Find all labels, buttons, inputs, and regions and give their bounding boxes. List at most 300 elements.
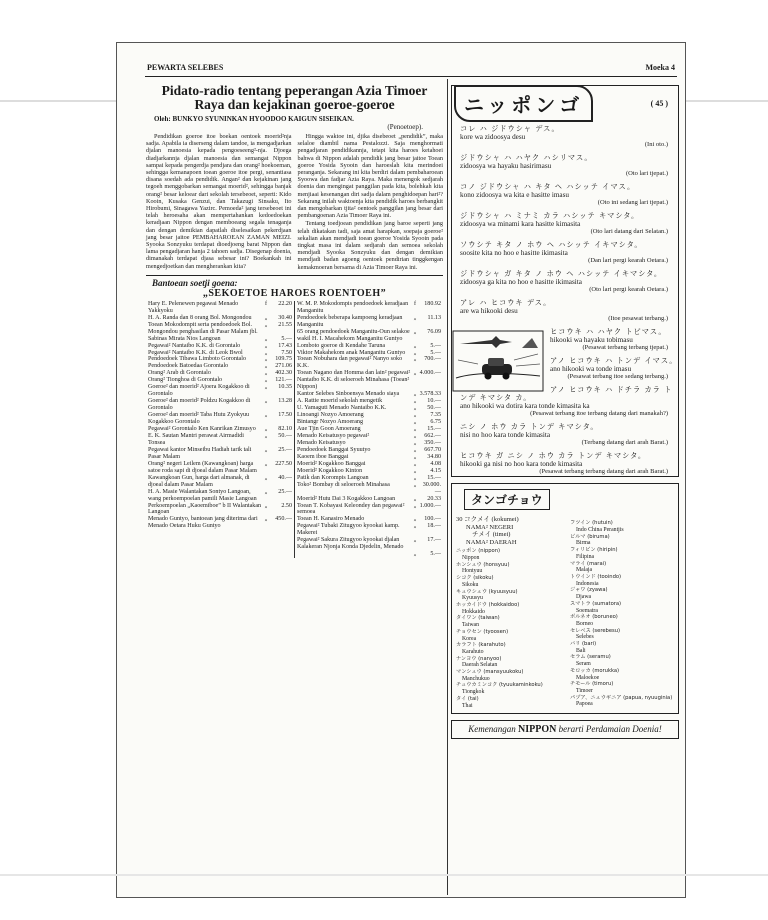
currency-mark: „: [264, 377, 268, 384]
donation-row: [148, 489, 292, 503]
donation-amount: 17.50: [278, 412, 292, 419]
romaji-line: zidoosya ga kita no hoo e hasitte ikimasita: [460, 278, 582, 286]
page-number: Moeka 4: [645, 63, 675, 72]
donor-name: Pendoedoek Batoedaa Gorontalo: [148, 363, 229, 370]
donation-amount: 30.40: [278, 314, 292, 321]
donor-name: Pendoedoek Banggai Syuutyo: [297, 446, 371, 453]
donation-row: [297, 523, 441, 537]
paper-name: PEWARTA SELEBES: [147, 63, 224, 72]
left-column: [146, 81, 443, 558]
translation-line: (Dan lari pergi kearah Oetara.): [588, 257, 668, 264]
currency-mark: „: [413, 502, 417, 509]
currency-mark: „: [264, 432, 268, 439]
vocab-katakana: チモール (timoru): [570, 681, 614, 688]
currency-mark: „: [264, 314, 268, 321]
vocab-name: Tiongkok: [462, 689, 485, 696]
donation-row: [148, 343, 292, 350]
donation-row: [297, 405, 441, 412]
slogan-part-1: Kemenangan: [468, 724, 516, 735]
donations-heading: Bantoean soetji goena:: [152, 277, 238, 288]
donation-row: [297, 301, 441, 315]
romaji-line: hikooki wa hayaku tobimasu: [550, 336, 633, 344]
donation-amount: 50.—: [278, 432, 292, 439]
currency-mark: „: [413, 516, 417, 523]
donor-name: Patik dan Korompis Langoan: [297, 474, 369, 481]
vocab-name: Papoea: [576, 701, 593, 708]
vocab-name: Kyuusyu: [462, 595, 483, 602]
donation-amount: 3.578.33: [419, 391, 441, 398]
donation-amount: 4.08: [430, 460, 441, 467]
vocab-name: Sikoku: [462, 581, 479, 588]
vocab-name: Indonesia: [576, 580, 599, 587]
vocab-name: Birma: [576, 540, 591, 547]
donation-amount: 662.—: [424, 432, 441, 439]
currency-mark: „: [413, 419, 417, 426]
lesson-sentence: [460, 241, 678, 265]
katakana-line: ジドウシャ ハ ミナミ カラ ハシッテ キマシタ。: [460, 211, 640, 220]
translation-line: (Pesawat terbang itoe terbang datang dari manakah?): [530, 410, 668, 417]
donation-amount: 402.30: [275, 370, 292, 377]
donation-amount: 82.10: [278, 426, 292, 433]
vocab-name: Nippon: [462, 555, 480, 562]
katakana-line: ヒコウキ ガ ニシ ノ ホウ カラ トンデ キマシタ。: [460, 451, 647, 460]
donation-row: [297, 356, 441, 370]
lesson-sentence: [460, 183, 678, 207]
donation-amount: 450.—: [275, 516, 292, 523]
paragraph: Pendidikan goeroe itoe boekan oentoek moerid²nja sadja. Apabila ia diserseng dalam tandoe, ia mengadjarkan djalan manoesia kepada pengoeseeng²-nja. Djoega diadjarkannja djalan manoesia dan semangat Nippon sampai kepada pengerdja pendjara dan orang² hoekoeman, sehingga kemanapoen toean goeroe itoe pergi, senantiasa disana soedah ada pendidik. Angan² dan kejakinan jang tegoeh menggobarkan semangat moerid², sehingga banjak orang² besar keloear dari sekolah tersebeoet, seperti: Kido Kooin, Kusaka Genzui, dan Takazugi Sinsaku, Ito Hirobumi, Sinagawa Yazirc. Pemoeda² jang tersebeoet ini telah heroesaha akan mempertahankan kedoedoekan keradjaan Nippon dengan memboeang segala tenaganja dan dengan demikian dapatlah diselesaikan pekerdjaan jang besar jaitoe PEMBAHAROEAN ZAMAN MEIZI. Syooka Sonzyuku terdapat dioedjoeng barat Nippon dan lama pengadjaran hanja 2 tahoen sadja. Disegenap doenia, dimanakah terdapat djasa sebesar ini? Boekankah ini mengedjoetkan dan mengherankan kita?: [146, 133, 292, 270]
donation-row: [148, 384, 292, 398]
donor-name: Sabinas Mirata Nios Langoan: [148, 335, 221, 342]
currency-mark: „: [413, 391, 417, 398]
donation-amount: 25.—: [278, 488, 292, 495]
donor-name: Pendoedoek Tibawa Limboto Gorontalo: [148, 356, 246, 363]
donor-name: Toean Nobuhara dan pegawai² Nanyo soko K.K.: [297, 356, 403, 370]
lesson-sentence: [460, 452, 678, 476]
currency-mark: „: [413, 439, 417, 446]
donation-amount: 100.—: [424, 516, 441, 523]
donation-amount: 700.—: [424, 356, 441, 363]
currency-mark: „: [413, 467, 417, 474]
currency-mark: „: [264, 516, 268, 523]
lesson-sentence: [460, 212, 678, 236]
currency-mark: „: [413, 412, 417, 419]
lesson-sentence: [460, 299, 678, 323]
car-airplane-illustration-icon: [452, 330, 544, 392]
vocab-katakana: シコク (sikoku): [456, 575, 494, 582]
donor-name: Kawangkoan Gun, harga dari almanak, di djoeal dalam Pasar Malam: [148, 474, 250, 488]
article-title: Pidato-radio tentang peperangan Azia Timoer Raya dan kejakinan goeroe-goeroe: [161, 83, 428, 112]
vocab-katakana: モロッカ (morukka): [570, 667, 620, 674]
vocab-heading-1a: 30 コクメイ (kokumei): [456, 516, 519, 523]
vocab-content: [456, 516, 674, 709]
romaji-line: hikooki ga nisi no hoo kara tonde kimasita: [460, 460, 583, 468]
lesson-lines: [452, 125, 678, 323]
donation-row: [297, 343, 441, 350]
donation-row: [148, 433, 292, 447]
donation-row: [297, 454, 441, 461]
katakana-line: アレ ハ ヒコウキ デス。: [460, 298, 552, 307]
translation-line: (Oto lari pergi kearah Oetara.): [589, 286, 668, 293]
lesson-sentence: [460, 154, 678, 178]
translation-line: (Oto lari tjepat.): [625, 170, 668, 177]
lesson-box: [451, 85, 679, 477]
currency-mark: „: [264, 446, 268, 453]
column-separator: [447, 79, 448, 895]
donation-amount: 1.000.—: [419, 502, 441, 509]
slogan-part-3: berarti Perdamaian Doenia!: [558, 724, 662, 735]
donor-name: Toean Mokodompit serta pendoedoek Bol. Mongondou penghasilan di Pasar Malam jbl.: [148, 321, 258, 335]
donation-row: [297, 426, 441, 433]
vocab-name: Selebes: [576, 634, 594, 641]
donor-name: Moerid² Kogakkoo Banggai: [297, 460, 366, 467]
donations-list: [146, 301, 443, 558]
vocab-katakana: ホンシュウ (honsyuu): [456, 561, 510, 568]
lesson-number: ( 45 ): [650, 98, 668, 108]
currency-mark: „: [413, 356, 417, 363]
donor-name: U. Yamaguti Menado Nantaibo K.K.: [297, 405, 387, 412]
translation-line: (Ini oto.): [644, 141, 668, 148]
vocab-list-right: [570, 520, 674, 709]
donation-amount: 4.15: [430, 467, 441, 474]
vocab-name: Borneo: [576, 620, 594, 627]
donation-row: [148, 516, 292, 530]
donor-name: Toko² Bombay di seloeroeh Minahasa: [297, 481, 390, 488]
vocab-katakana: タイ (tai): [456, 695, 479, 702]
donation-row: [148, 461, 292, 475]
vocab-katakana: フツイン (hutuin): [570, 520, 613, 527]
vocab-katakana: パプア、ニュウギニア (papua, nyuuginia): [570, 694, 673, 701]
vocab-name: Seram: [576, 661, 591, 668]
donor-name: Viktor Makahekom anak Manganitu Guntyo: [297, 349, 406, 356]
page-header: [147, 63, 675, 77]
vocab-katakana: トウインド (tooindo): [570, 574, 622, 580]
vocab-name: Timoer: [576, 687, 593, 694]
translation-line: (Oto ini sedang lari tjepat.): [597, 199, 668, 206]
donation-row: [148, 475, 292, 489]
donor-name: Goeroe² dan moerid² Taba Hutu Zyokyuu Kogakkoo Gorontalo: [148, 412, 250, 426]
currency-mark: „: [413, 370, 417, 377]
vocab-katakana: ナンヨウ (nanyoo): [456, 655, 502, 662]
currency-mark: „: [264, 384, 268, 391]
right-column: [451, 81, 679, 739]
donor-name: Pegawai² Nantaibo K.K. di Leok Bwol: [148, 349, 243, 356]
donor-name: Moerid² Hutu Dai 3 Kogakkoo Langoan: [297, 495, 396, 502]
donation-amount: 50.—: [427, 405, 441, 412]
lesson-sentence: [460, 270, 678, 294]
donor-name: 65 orang pendoedoek Manganitu-Oun selakoe wakil H. I. Macahekom Manganitu Guntyo: [297, 328, 410, 342]
vocab-name: Indo China Perantjis: [576, 527, 624, 534]
vocab-name: Daerah Selatan: [462, 662, 498, 669]
lesson-sentence: [460, 423, 678, 447]
donation-amount: 5.—: [430, 551, 441, 558]
article-col-2: [298, 133, 444, 272]
nippongo-logo: ニッポンゴ: [454, 85, 593, 122]
donation-amount: 2.50: [281, 502, 292, 509]
currency-mark: „: [413, 349, 417, 356]
donation-amount: 15.—: [427, 474, 441, 481]
donations-subheading: „SEKOETOE HAROES ROENTOEH”: [202, 287, 387, 299]
donation-row: [297, 503, 441, 517]
translation-line: (Pesawat terbang terbang datang dari arah Barat.): [539, 468, 668, 475]
donor-name: W. M. P. Mokodompis pendoedoek keradjaan Manganitu: [297, 300, 409, 314]
currency-mark: „: [264, 412, 268, 419]
katakana-line: アノ ヒコウキ ハ トンデ イマス。: [550, 356, 678, 365]
vocab-katakana: ビルマ (biruma): [570, 533, 610, 540]
donation-amount: 34.80: [427, 453, 441, 460]
paragraph: Tentang toedjoean pendidikan jang baroe seperti jang telah dikatakan tadi, saja amat harapkan, soepaja goeroe² sekalian akan mendjadi toean goeroe Yosida Syooin pada tingkat masa ini dalam sedjarah dan semoea sekolah mendjadi Syooka Sonzyuku dan dengan demikian mendjadi badan agoeng oentoek pendirian tinggkengan kemakmoeran bersama di Azia Timoer Raya ini.: [297, 220, 443, 271]
romaji-line: nisi no hoo kara tonde kimasita: [460, 431, 551, 439]
currency-mark: „: [413, 453, 417, 460]
article-col-1: [146, 133, 292, 272]
donation-row: [297, 370, 441, 391]
donation-row: [148, 426, 292, 433]
currency-mark: f: [264, 300, 268, 307]
currency-mark: „: [264, 426, 268, 433]
donor-name: Goeroe² dan moerid² Poldzu Kogakkoo di Gorontalo: [148, 398, 251, 412]
currency-mark: „: [413, 426, 417, 433]
translation-line: (Terbang datang dari arah Barat.): [581, 439, 668, 446]
currency-mark: „: [413, 523, 417, 530]
currency-mark: „: [264, 370, 268, 377]
donation-row: [297, 468, 441, 475]
vocab-katakana: チュウカミンコク (tyuukaminkoku): [456, 682, 543, 689]
vocab-name: Hokkaido: [462, 608, 485, 615]
donation-row: [148, 322, 292, 336]
vocab-katakana: スマトラ (sumatora): [570, 600, 622, 607]
donation-amount: 5.—: [281, 335, 292, 342]
slogan-part-2: NIPPON: [518, 724, 557, 736]
vocab-heading-2b: NAMA² DAERAH: [466, 538, 517, 546]
donor-name: Kaoem iboe Banggai: [297, 453, 349, 460]
donation-amount: 17.43: [278, 342, 292, 349]
romaji-line: kono zidoosya wa kita e hasitte imasu: [460, 191, 569, 199]
donation-amount: 15.—: [427, 426, 441, 433]
donation-amount: 5.—: [430, 349, 441, 356]
donation-row: [297, 496, 441, 503]
donation-amount: 10.—: [427, 398, 441, 405]
lesson-sentence: [460, 125, 678, 149]
donation-amount: 76.09: [427, 328, 441, 335]
vocabulary-box: [451, 483, 679, 714]
donor-name: Perkoempoelan „Kaoemiboe” b II Walantakan Langoan: [148, 502, 262, 516]
vocab-heading-2a: チメイ (timei): [472, 531, 511, 539]
currency-mark: „: [264, 321, 268, 328]
donation-amount: 10.35: [278, 384, 292, 391]
romaji-line: soosite kita no hoo e hasitte ikimasita: [460, 249, 568, 257]
donation-row: [148, 336, 292, 343]
donor-name: H. A. Randa dan 8 orang Bol. Mongondou: [148, 314, 252, 321]
currency-mark: f: [413, 300, 417, 307]
donation-amount: 227.50: [275, 460, 292, 467]
donation-row: [297, 482, 441, 496]
article-body: [146, 133, 443, 272]
donation-amount: 5.—: [430, 342, 441, 349]
donor-name: E. K. Sautan Mantri perawat Airmadidi Tonsea: [148, 432, 244, 446]
vocab-name: Soematra: [576, 607, 598, 614]
slogan-box: [451, 720, 679, 739]
katakana-line: ジドウシャ ハ ハヤク ハシリマス。: [460, 153, 593, 162]
section-rule: [146, 275, 443, 276]
donor-name: Pegawai² Nantaibo K.K. di Gorontalo: [148, 342, 241, 349]
currency-mark: „: [413, 537, 417, 544]
vocab-name: Filipina: [576, 553, 595, 560]
donation-row: [297, 391, 441, 398]
katakana-line: コノ ジドウシャ ハ キタ ヘ ハシッテ イマス。: [460, 182, 636, 191]
donations-col-1: [146, 301, 294, 558]
donor-name: Toean T. Kobayasi Keleondey dan pegawai² semoea: [297, 502, 405, 516]
vocab-katakana: ニッポン (nippon): [456, 548, 501, 555]
donation-amount: 4.000.—: [419, 370, 441, 377]
romaji-line: ano hikooki wa dotira kara tonde kimasita ka: [460, 402, 590, 410]
donation-amount: 21.55: [278, 321, 292, 328]
donation-row: [148, 315, 292, 322]
donor-name: Pegawai² Sakura Zitugyoo kyookai djalan Kalakeran Njonja Konda Djedelin, Menado: [297, 537, 404, 551]
donor-name: Menado Guntyo, bantoean jang diterima dari Menado Oetara Huku Guntyo: [148, 516, 258, 530]
donation-row: [297, 447, 441, 454]
donation-amount: 40.—: [278, 474, 292, 481]
currency-mark: „: [413, 432, 417, 439]
donation-amount: 7.35: [430, 412, 441, 419]
donation-row: [297, 433, 441, 440]
currency-mark: „: [413, 551, 417, 558]
vocab-katakana: ジャワ (zyawa): [570, 587, 608, 594]
donation-amount: 667.70: [424, 446, 441, 453]
currency-mark: „: [413, 342, 417, 349]
donor-name: Aue Tjin Goon Amoerang: [297, 426, 361, 433]
vocab-name: Karahuto: [462, 648, 484, 655]
donor-name: Bintangr Nozyo Amoerang: [297, 419, 364, 426]
katakana-line: アノ ヒコウキ ハ ドチラ カラ トンデ キマシタ カ。: [460, 385, 673, 402]
donation-amount: 30.000.—: [422, 481, 441, 495]
donor-name: Orang² Arab di Gorontalo: [148, 370, 211, 377]
romaji-line: zidoosya wa minami kara hasitte kimasita: [460, 220, 581, 228]
donor-name: Menado Keisatusyo pegawai²: [297, 432, 370, 439]
vocab-katakana: セレベス (serebesu): [570, 627, 621, 634]
romaji-line: are wa hikooki desu: [460, 307, 518, 315]
donation-amount: 18.—: [427, 523, 441, 530]
currency-mark: „: [413, 446, 417, 453]
tango-title: タンゴチョウ: [464, 489, 550, 510]
donor-name: Moerid² Kogakkoo Kinton: [297, 467, 363, 474]
vocab-name: Maloekoe: [576, 674, 600, 681]
header-rule: [145, 76, 677, 77]
vocab-name: Manchukuo: [462, 675, 490, 682]
donor-name: H. A. Masie Walantakan Sontyo Langoan, wang perkoempoelan pamili Masie Langoan: [148, 488, 257, 502]
vocab-katakana: フィリピン (hiripin): [570, 547, 618, 554]
vocab-katakana: マンシュウ (mansyuukoku): [456, 669, 524, 676]
donor-name: Pegawai² Gorontalo Ken Kanrikan Zimusyo: [148, 426, 256, 433]
currency-mark: „: [264, 342, 268, 349]
donor-name: Goeroe² dan moerid² Ajoera Kogakkoo di Gorontalo: [148, 384, 250, 398]
romaji-line: zidoosya wa hayaku hasirimasu: [460, 162, 552, 170]
donation-row: [148, 356, 292, 363]
donation-amount: 180.92: [424, 300, 441, 307]
currency-mark: „: [413, 495, 417, 502]
translation-line: (Oto lari datang dari Selatan.): [590, 228, 668, 235]
donor-name: Pegawai² Tubaki Zitugyoo kyookai kamp. Makerei: [297, 523, 400, 537]
donation-row: [297, 315, 441, 329]
katakana-line: ソウシテ キタ ノ ホウ ヘ ハシッテ イキマシタ。: [460, 240, 643, 249]
romaji-line: ano hikooki wa tonde imasu: [550, 365, 632, 373]
currency-mark: „: [264, 460, 268, 467]
donation-amount: 13.28: [278, 398, 292, 405]
donation-amount: 25.—: [278, 446, 292, 453]
currency-mark: „: [413, 314, 417, 321]
currency-mark: „: [264, 474, 268, 481]
donation-row: [148, 301, 292, 315]
donor-name: Lomboto goeroe di Kendahe Taruna: [297, 342, 386, 349]
donation-row: [297, 419, 441, 426]
currency-mark: „: [264, 356, 268, 363]
donor-name: Orang² Tionghoa di Gorontalo: [148, 377, 223, 384]
vocab-katakana: カラフト (karahuto): [456, 642, 506, 649]
donation-row: [148, 398, 292, 412]
currency-mark: „: [413, 481, 417, 488]
katakana-line: コレ ハ ジドウシャ デス。: [460, 124, 560, 133]
newspaper-page: [116, 42, 686, 898]
donation-amount: 7.50: [281, 349, 292, 356]
donor-name: Pegawai kantor Minseibu Hadiah tarik tali Pasar Malam: [148, 446, 252, 460]
donation-amount: 20.33: [427, 495, 441, 502]
katakana-line: ジドウシャ ガ キタ ノ ホウ ヘ ハシッテ イキマシタ。: [460, 269, 663, 278]
donor-name: A. Rattie moerid sekolah mengetik: [297, 398, 383, 405]
vocab-heading-1b: NAMA² NEGERI: [466, 523, 514, 531]
currency-mark: „: [264, 363, 268, 370]
donation-row: [148, 350, 292, 357]
currency-mark: „: [264, 502, 268, 509]
donor-name: [297, 551, 411, 558]
currency-mark: „: [264, 335, 268, 342]
donation-row: [297, 475, 441, 482]
donation-row: [148, 447, 292, 461]
donor-name: Toean H. Kanasiro Menado: [297, 516, 365, 523]
article-byline: Oleh: BUNKYO SYUNINKAN HYOODOO KAIGUN SISEIKAN.: [154, 115, 354, 123]
currency-mark: „: [413, 474, 417, 481]
vocab-katakana: チョウセン (tyoosen): [456, 628, 509, 635]
lesson-header: [452, 86, 678, 120]
donation-row: [297, 440, 441, 447]
currency-mark: „: [264, 488, 268, 495]
currency-mark: „: [264, 398, 268, 405]
article-byline-note: (Penoetoep).: [387, 123, 423, 131]
donor-name: Pendoedoek beberapa kampoeng keradjaan Manganitu: [297, 314, 403, 328]
donor-name: Toean Nagano dan Homma dan lain² pegawai² Nantaibo K.K. di seloeroeh Minahasa (Toean² Nippon): [297, 370, 411, 391]
vocab-name: Djawa: [576, 594, 592, 601]
romaji-line: kore wa zidoosya desu: [460, 133, 526, 141]
vocab-name: Korea: [462, 635, 477, 642]
donation-row: [148, 503, 292, 517]
donation-row: [297, 461, 441, 468]
donation-amount: 121.—: [275, 377, 292, 384]
donation-row: [297, 551, 441, 558]
currency-mark: „: [413, 398, 417, 405]
currency-mark: „: [413, 328, 417, 335]
donations-col-2: [294, 301, 443, 558]
vocab-katakana: バリ (bari): [570, 641, 597, 648]
donation-amount: 350.—: [424, 439, 441, 446]
lesson-picture-block: [452, 328, 678, 476]
vocab-name: Thai: [462, 702, 473, 709]
donation-row: [297, 398, 441, 405]
translation-line: (Pesawat terbang itoe sedang terbang.): [567, 373, 668, 380]
donation-amount: 109.75: [275, 356, 292, 363]
donation-amount: 11.13: [427, 314, 441, 321]
currency-mark: „: [264, 349, 268, 356]
vocab-name: Malaja: [576, 567, 593, 574]
vocab-name: Hontyuu: [462, 568, 483, 575]
donor-name: Kantor Selebes Sinboensya Menado siaya: [297, 391, 400, 398]
donation-row: [297, 537, 441, 551]
